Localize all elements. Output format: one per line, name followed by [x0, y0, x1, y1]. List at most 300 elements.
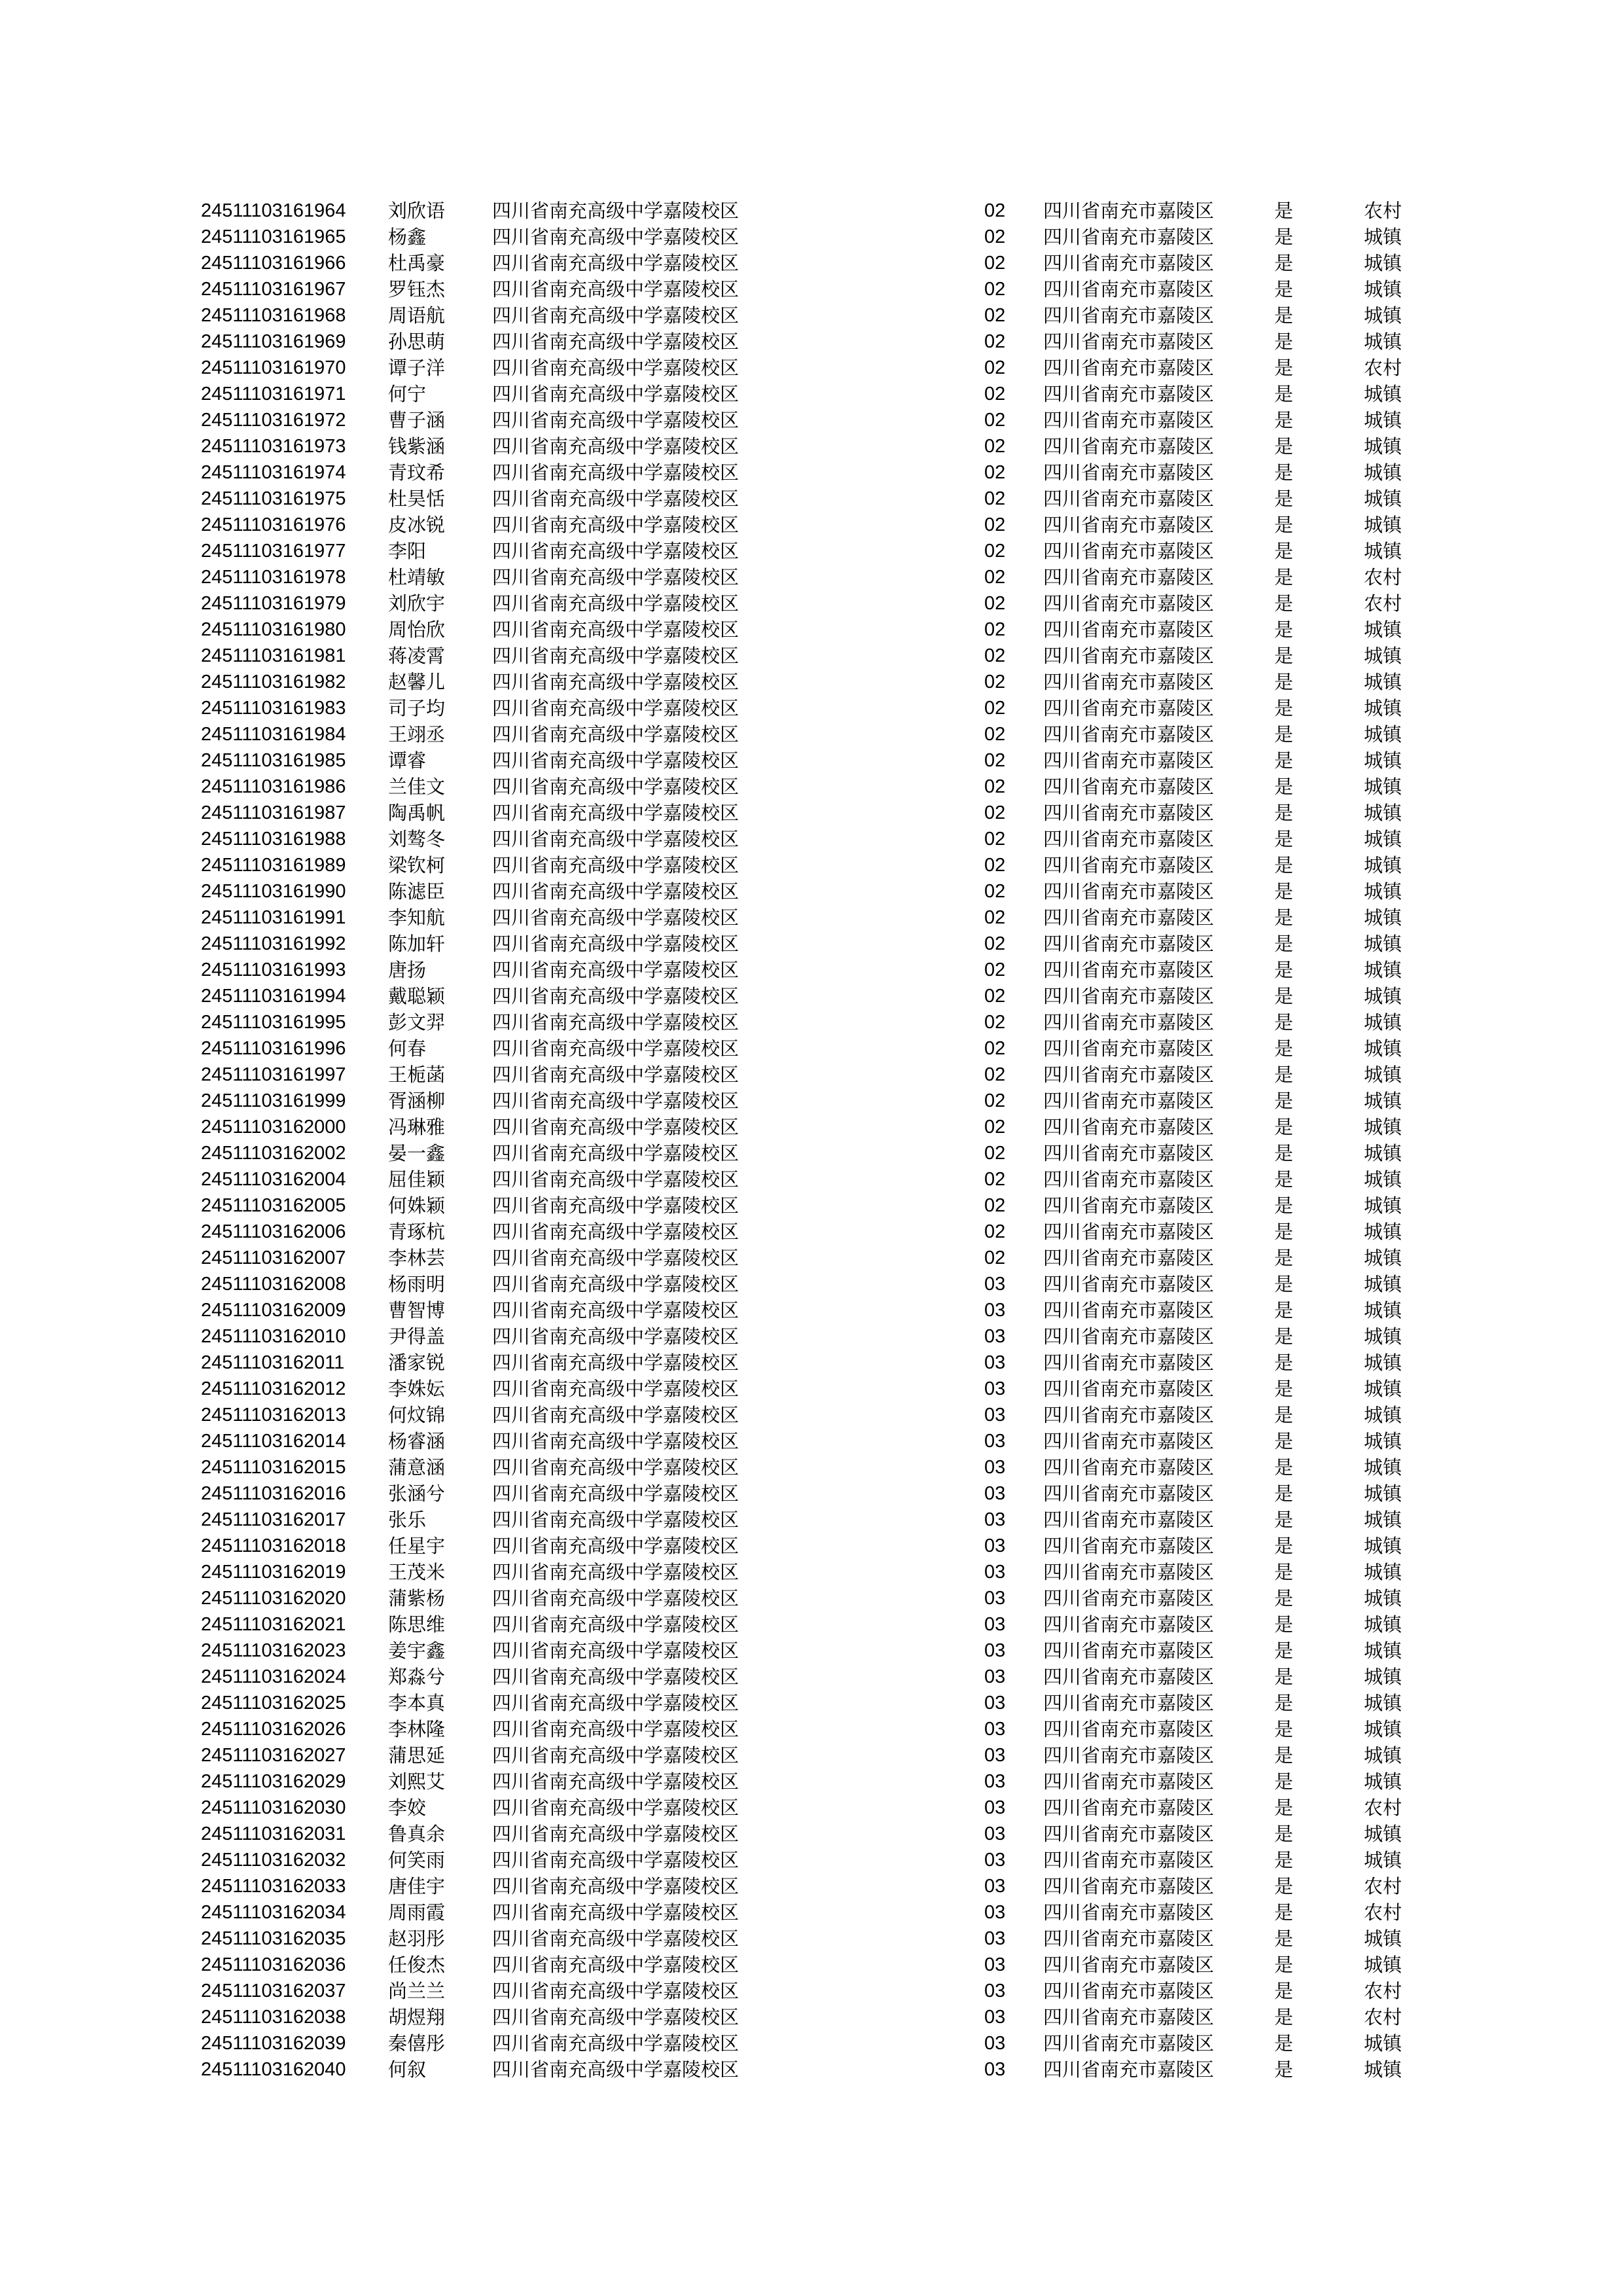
flag-cell: 是	[1274, 1509, 1294, 1531]
region-cell: 四川省南充市嘉陵区	[1043, 645, 1215, 667]
student-name-cell: 谭睿	[388, 749, 427, 772]
student-id-cell: 24511103162000	[201, 1117, 346, 1138]
residence-type-cell: 城镇	[1364, 1325, 1402, 1348]
student-name-cell: 兰佳文	[388, 776, 446, 798]
class-number-cell: 02	[984, 986, 1006, 1007]
region-cell: 四川省南充市嘉陵区	[1043, 2032, 1215, 2054]
school-name-cell: 四川省南充高级中学嘉陵校区	[492, 1692, 740, 1714]
class-number-cell: 02	[984, 462, 1006, 483]
class-number-cell: 03	[984, 1352, 1006, 1373]
class-number-cell: 03	[984, 1719, 1006, 1740]
student-id-cell: 24511103162021	[201, 1614, 346, 1635]
flag-cell: 是	[1274, 1247, 1294, 1269]
student-name-cell: 何笑雨	[388, 1849, 446, 1871]
student-name-cell: 周语航	[388, 304, 446, 327]
region-cell: 四川省南充市嘉陵区	[1043, 1273, 1215, 1295]
flag-cell: 是	[1274, 1011, 1294, 1033]
table-row	[201, 512, 1431, 538]
residence-type-cell: 农村	[1364, 1797, 1402, 1819]
student-name-cell: 李阳	[388, 540, 427, 562]
class-number-cell: 02	[984, 1064, 1006, 1085]
student-name-cell: 晏一鑫	[388, 1142, 446, 1164]
region-cell: 四川省南充市嘉陵区	[1043, 488, 1215, 510]
region-cell: 四川省南充市嘉陵区	[1043, 2006, 1215, 2028]
residence-type-cell: 城镇	[1364, 331, 1402, 353]
region-cell: 四川省南充市嘉陵区	[1043, 1116, 1215, 1138]
table-row	[201, 1978, 1431, 2004]
region-cell: 四川省南充市嘉陵区	[1043, 304, 1215, 327]
residence-type-cell: 城镇	[1364, 1954, 1402, 1976]
student-id-cell: 24511103161997	[201, 1064, 346, 1085]
class-number-cell: 02	[984, 1038, 1006, 1059]
student-id-cell: 24511103161982	[201, 672, 346, 692]
school-name-cell: 四川省南充高级中学嘉陵校区	[492, 540, 740, 562]
residence-type-cell: 农村	[1364, 200, 1402, 222]
student-name-cell: 屈佳颖	[388, 1168, 446, 1191]
class-number-cell: 02	[984, 1221, 1006, 1242]
student-id-cell: 24511103161987	[201, 802, 346, 823]
student-id-cell: 24511103161966	[201, 253, 346, 274]
residence-type-cell: 城镇	[1364, 985, 1402, 1007]
residence-type-cell: 城镇	[1364, 488, 1402, 510]
flag-cell: 是	[1274, 226, 1294, 248]
school-name-cell: 四川省南充高级中学嘉陵校区	[492, 1221, 740, 1243]
region-cell: 四川省南充市嘉陵区	[1043, 1901, 1215, 1924]
student-id-cell: 24511103162024	[201, 1666, 346, 1687]
residence-type-cell: 城镇	[1364, 1194, 1402, 1217]
region-cell: 四川省南充市嘉陵区	[1043, 1744, 1215, 1767]
student-name-cell: 戴聪颖	[388, 985, 446, 1007]
region-cell: 四川省南充市嘉陵区	[1043, 1378, 1215, 1400]
residence-type-cell: 城镇	[1364, 880, 1402, 903]
table-row	[201, 1062, 1431, 1088]
table-row	[201, 1507, 1431, 1533]
flag-cell: 是	[1274, 278, 1294, 300]
school-name-cell: 四川省南充高级中学嘉陵校区	[492, 1064, 740, 1086]
residence-type-cell: 城镇	[1364, 933, 1402, 955]
class-number-cell: 02	[984, 698, 1006, 719]
class-number-cell: 02	[984, 1195, 1006, 1216]
school-name-cell: 四川省南充高级中学嘉陵校区	[492, 514, 740, 536]
table-row	[201, 852, 1431, 878]
school-name-cell: 四川省南充高级中学嘉陵校区	[492, 880, 740, 903]
region-cell: 四川省南充市嘉陵区	[1043, 1535, 1215, 1557]
school-name-cell: 四川省南充高级中学嘉陵校区	[492, 1980, 740, 2002]
flag-cell: 是	[1274, 1640, 1294, 1662]
student-name-cell: 张涵兮	[388, 1482, 446, 1505]
table-row	[201, 1873, 1431, 1899]
class-number-cell: 03	[984, 1902, 1006, 1923]
table-row	[201, 1245, 1431, 1271]
class-number-cell: 02	[984, 384, 1006, 404]
table-row	[201, 538, 1431, 564]
flag-cell: 是	[1274, 1770, 1294, 1793]
table-row	[201, 2056, 1431, 2083]
flag-cell: 是	[1274, 671, 1294, 693]
class-number-cell: 02	[984, 776, 1006, 797]
region-cell: 四川省南充市嘉陵区	[1043, 1299, 1215, 1321]
student-id-cell: 24511103161986	[201, 776, 346, 797]
residence-type-cell: 城镇	[1364, 278, 1402, 300]
class-number-cell: 03	[984, 1640, 1006, 1661]
class-number-cell: 03	[984, 1483, 1006, 1504]
student-id-cell: 24511103161994	[201, 986, 346, 1007]
residence-type-cell: 城镇	[1364, 1404, 1402, 1426]
class-number-cell: 02	[984, 960, 1006, 980]
class-number-cell: 03	[984, 2059, 1006, 2080]
table-row	[201, 2030, 1431, 2056]
flag-cell: 是	[1274, 1797, 1294, 1819]
flag-cell: 是	[1274, 409, 1294, 431]
class-number-cell: 02	[984, 1247, 1006, 1268]
residence-type-cell: 城镇	[1364, 1692, 1402, 1714]
class-number-cell: 02	[984, 933, 1006, 954]
table-row	[201, 747, 1431, 774]
student-name-cell: 唐佳宇	[388, 1875, 446, 1897]
student-id-cell: 24511103161985	[201, 750, 346, 771]
region-cell: 四川省南充市嘉陵区	[1043, 1168, 1215, 1191]
student-id-cell: 24511103161971	[201, 384, 346, 404]
student-name-cell: 周雨霞	[388, 1901, 446, 1924]
student-id-cell: 24511103161972	[201, 410, 346, 431]
region-cell: 四川省南充市嘉陵区	[1043, 566, 1215, 588]
residence-type-cell: 城镇	[1364, 1378, 1402, 1400]
flag-cell: 是	[1274, 2058, 1294, 2081]
flag-cell: 是	[1274, 592, 1294, 615]
class-number-cell: 03	[984, 2007, 1006, 2028]
flag-cell: 是	[1274, 200, 1294, 222]
table-row	[201, 1899, 1431, 1926]
region-cell: 四川省南充市嘉陵区	[1043, 1823, 1215, 1845]
table-row	[201, 1428, 1431, 1454]
student-name-cell: 陈滤臣	[388, 880, 446, 903]
region-cell: 四川省南充市嘉陵区	[1043, 278, 1215, 300]
table-row	[201, 433, 1431, 459]
class-number-cell: 02	[984, 331, 1006, 352]
table-row	[201, 302, 1431, 329]
student-name-cell: 鲁真余	[388, 1823, 446, 1845]
student-name-cell: 尹得盖	[388, 1325, 446, 1348]
school-name-cell: 四川省南充高级中学嘉陵校区	[492, 278, 740, 300]
region-cell: 四川省南充市嘉陵区	[1043, 1194, 1215, 1217]
student-id-cell: 24511103162002	[201, 1143, 346, 1164]
table-row	[201, 1585, 1431, 1611]
residence-type-cell: 城镇	[1364, 1352, 1402, 1374]
residence-type-cell: 城镇	[1364, 1613, 1402, 1636]
region-cell: 四川省南充市嘉陵区	[1043, 357, 1215, 379]
flag-cell: 是	[1274, 1954, 1294, 1976]
residence-type-cell: 城镇	[1364, 226, 1402, 248]
flag-cell: 是	[1274, 540, 1294, 562]
class-number-cell: 02	[984, 1090, 1006, 1111]
student-id-cell: 24511103161992	[201, 933, 346, 954]
school-name-cell: 四川省南充高级中学嘉陵校区	[492, 1797, 740, 1819]
school-name-cell: 四川省南充高级中学嘉陵校区	[492, 645, 740, 667]
residence-type-cell: 城镇	[1364, 1456, 1402, 1479]
region-cell: 四川省南充市嘉陵区	[1043, 697, 1215, 719]
student-id-cell: 24511103162039	[201, 2033, 346, 2054]
residence-type-cell: 农村	[1364, 566, 1402, 588]
school-name-cell: 四川省南充高级中学嘉陵校区	[492, 1456, 740, 1479]
student-name-cell: 何姝颖	[388, 1194, 446, 1217]
residence-type-cell: 城镇	[1364, 802, 1402, 824]
flag-cell: 是	[1274, 1456, 1294, 1479]
school-name-cell: 四川省南充高级中学嘉陵校区	[492, 1849, 740, 1871]
class-number-cell: 03	[984, 1797, 1006, 1818]
flag-cell: 是	[1274, 488, 1294, 510]
table-row	[201, 1480, 1431, 1507]
student-id-cell: 24511103162007	[201, 1247, 346, 1268]
residence-type-cell: 城镇	[1364, 1509, 1402, 1531]
school-name-cell: 四川省南充高级中学嘉陵校区	[492, 1509, 740, 1531]
residence-type-cell: 城镇	[1364, 906, 1402, 929]
student-id-cell: 24511103162013	[201, 1405, 346, 1426]
residence-type-cell: 城镇	[1364, 959, 1402, 981]
school-name-cell: 四川省南充高级中学嘉陵校区	[492, 828, 740, 850]
school-name-cell: 四川省南充高级中学嘉陵校区	[492, 592, 740, 615]
student-id-cell: 24511103161973	[201, 436, 346, 457]
student-id-cell: 24511103162038	[201, 2007, 346, 2028]
region-cell: 四川省南充市嘉陵区	[1043, 2058, 1215, 2081]
student-name-cell: 姜宇鑫	[388, 1640, 446, 1662]
residence-type-cell: 城镇	[1364, 1718, 1402, 1740]
class-number-cell: 03	[984, 1562, 1006, 1583]
flag-cell: 是	[1274, 1823, 1294, 1845]
table-row	[201, 1847, 1431, 1873]
region-cell: 四川省南充市嘉陵区	[1043, 1666, 1215, 1688]
region-cell: 四川省南充市嘉陵区	[1043, 802, 1215, 824]
school-name-cell: 四川省南充高级中学嘉陵校区	[492, 357, 740, 379]
school-name-cell: 四川省南充高级中学嘉陵校区	[492, 1037, 740, 1060]
student-id-cell: 24511103161999	[201, 1090, 346, 1111]
class-number-cell: 02	[984, 226, 1006, 247]
student-name-cell: 潘家锐	[388, 1352, 446, 1374]
student-name-cell: 任俊杰	[388, 1954, 446, 1976]
table-row	[201, 564, 1431, 590]
class-number-cell: 03	[984, 1588, 1006, 1609]
flag-cell: 是	[1274, 1378, 1294, 1400]
school-name-cell: 四川省南充高级中学嘉陵校区	[492, 1404, 740, 1426]
student-id-cell: 24511103162010	[201, 1326, 346, 1347]
residence-type-cell: 农村	[1364, 592, 1402, 615]
flag-cell: 是	[1274, 1299, 1294, 1321]
residence-type-cell: 城镇	[1364, 854, 1402, 876]
student-id-cell: 24511103162015	[201, 1457, 346, 1478]
table-row	[201, 381, 1431, 407]
table-row	[201, 250, 1431, 276]
student-id-cell: 24511103162031	[201, 1823, 346, 1844]
table-row	[201, 1088, 1431, 1114]
residence-type-cell: 农村	[1364, 1875, 1402, 1897]
flag-cell: 是	[1274, 1587, 1294, 1609]
flag-cell: 是	[1274, 906, 1294, 929]
region-cell: 四川省南充市嘉陵区	[1043, 723, 1215, 745]
flag-cell: 是	[1274, 1064, 1294, 1086]
residence-type-cell: 城镇	[1364, 749, 1402, 772]
school-name-cell: 四川省南充高级中学嘉陵校区	[492, 1744, 740, 1767]
table-row	[201, 800, 1431, 826]
region-cell: 四川省南充市嘉陵区	[1043, 1770, 1215, 1793]
student-id-cell: 24511103162018	[201, 1535, 346, 1556]
flag-cell: 是	[1274, 383, 1294, 405]
student-name-cell: 蒲思延	[388, 1744, 446, 1767]
student-id-cell: 24511103161976	[201, 514, 346, 535]
student-name-cell: 青玟希	[388, 461, 446, 484]
residence-type-cell: 城镇	[1364, 435, 1402, 457]
table-row	[201, 1219, 1431, 1245]
region-cell: 四川省南充市嘉陵区	[1043, 1587, 1215, 1609]
class-number-cell: 03	[984, 1405, 1006, 1426]
table-row	[201, 617, 1431, 643]
class-number-cell: 03	[984, 1666, 1006, 1687]
region-cell: 四川省南充市嘉陵区	[1043, 1430, 1215, 1452]
flag-cell: 是	[1274, 697, 1294, 719]
student-id-cell: 24511103161983	[201, 698, 346, 719]
region-cell: 四川省南充市嘉陵区	[1043, 854, 1215, 876]
student-name-cell: 青琢杭	[388, 1221, 446, 1243]
student-id-cell: 24511103162009	[201, 1300, 346, 1321]
student-id-cell: 24511103161968	[201, 305, 346, 326]
flag-cell: 是	[1274, 985, 1294, 1007]
table-row	[201, 329, 1431, 355]
residence-type-cell: 城镇	[1364, 723, 1402, 745]
student-name-cell: 刘熙艾	[388, 1770, 446, 1793]
region-cell: 四川省南充市嘉陵区	[1043, 1692, 1215, 1714]
school-name-cell: 四川省南充高级中学嘉陵校区	[492, 1901, 740, 1924]
region-cell: 四川省南充市嘉陵区	[1043, 592, 1215, 615]
table-row	[201, 1376, 1431, 1402]
class-number-cell: 02	[984, 200, 1006, 221]
student-name-cell: 曹子涵	[388, 409, 446, 431]
class-number-cell: 02	[984, 829, 1006, 850]
flag-cell: 是	[1274, 1116, 1294, 1138]
flag-cell: 是	[1274, 645, 1294, 667]
school-name-cell: 四川省南充高级中学嘉陵校区	[492, 1378, 740, 1400]
class-number-cell: 03	[984, 1981, 1006, 2001]
school-name-cell: 四川省南充高级中学嘉陵校区	[492, 985, 740, 1007]
table-row	[201, 1114, 1431, 1140]
school-name-cell: 四川省南充高级中学嘉陵校区	[492, 1770, 740, 1793]
student-name-cell: 杜昊恬	[388, 488, 446, 510]
class-number-cell: 02	[984, 1143, 1006, 1164]
student-name-cell: 孙思萌	[388, 331, 446, 353]
residence-type-cell: 农村	[1364, 1901, 1402, 1924]
residence-type-cell: 城镇	[1364, 1299, 1402, 1321]
region-cell: 四川省南充市嘉陵区	[1043, 331, 1215, 353]
flag-cell: 是	[1274, 1613, 1294, 1636]
region-cell: 四川省南充市嘉陵区	[1043, 1954, 1215, 1976]
table-row	[201, 1402, 1431, 1428]
region-cell: 四川省南充市嘉陵区	[1043, 985, 1215, 1007]
class-number-cell: 02	[984, 724, 1006, 745]
student-name-cell: 蒋凌霄	[388, 645, 446, 667]
region-cell: 四川省南充市嘉陵区	[1043, 200, 1215, 222]
class-number-cell: 03	[984, 1928, 1006, 1949]
region-cell: 四川省南充市嘉陵区	[1043, 880, 1215, 903]
school-name-cell: 四川省南充高级中学嘉陵校区	[492, 1168, 740, 1191]
class-number-cell: 02	[984, 357, 1006, 378]
student-name-cell: 皮冰锐	[388, 514, 446, 536]
student-id-cell: 24511103162023	[201, 1640, 346, 1661]
student-id-cell: 24511103162005	[201, 1195, 346, 1216]
class-number-cell: 02	[984, 1117, 1006, 1138]
class-number-cell: 03	[984, 1954, 1006, 1975]
class-number-cell: 02	[984, 305, 1006, 326]
region-cell: 四川省南充市嘉陵区	[1043, 1011, 1215, 1033]
student-name-cell: 曹智博	[388, 1299, 446, 1321]
table-row	[201, 1716, 1431, 1742]
residence-type-cell: 城镇	[1364, 1168, 1402, 1191]
residence-type-cell: 城镇	[1364, 1247, 1402, 1269]
residence-type-cell: 城镇	[1364, 540, 1402, 562]
region-cell: 四川省南充市嘉陵区	[1043, 959, 1215, 981]
school-name-cell: 四川省南充高级中学嘉陵校区	[492, 671, 740, 693]
region-cell: 四川省南充市嘉陵区	[1043, 828, 1215, 850]
table-row	[201, 1821, 1431, 1847]
region-cell: 四川省南充市嘉陵区	[1043, 1064, 1215, 1086]
flag-cell: 是	[1274, 723, 1294, 745]
school-name-cell: 四川省南充高级中学嘉陵校区	[492, 802, 740, 824]
school-name-cell: 四川省南充高级中学嘉陵校区	[492, 1142, 740, 1164]
student-id-cell: 24511103161995	[201, 1012, 346, 1033]
flag-cell: 是	[1274, 1325, 1294, 1348]
student-name-cell: 赵馨儿	[388, 671, 446, 693]
school-name-cell: 四川省南充高级中学嘉陵校区	[492, 1011, 740, 1033]
student-id-cell: 24511103162040	[201, 2059, 346, 2080]
residence-type-cell: 城镇	[1364, 514, 1402, 536]
table-row	[201, 224, 1431, 250]
student-id-cell: 24511103162034	[201, 1902, 346, 1923]
flag-cell: 是	[1274, 1482, 1294, 1505]
region-cell: 四川省南充市嘉陵区	[1043, 1404, 1215, 1426]
class-number-cell: 03	[984, 1457, 1006, 1478]
residence-type-cell: 城镇	[1364, 2032, 1402, 2054]
flag-cell: 是	[1274, 828, 1294, 850]
region-cell: 四川省南充市嘉陵区	[1043, 435, 1215, 457]
student-name-cell: 胡煜翔	[388, 2006, 446, 2028]
flag-cell: 是	[1274, 802, 1294, 824]
residence-type-cell: 城镇	[1364, 1090, 1402, 1112]
student-name-cell: 蒲紫杨	[388, 1587, 446, 1609]
student-name-cell: 周怡欣	[388, 619, 446, 641]
school-name-cell: 四川省南充高级中学嘉陵校区	[492, 1613, 740, 1636]
region-cell: 四川省南充市嘉陵区	[1043, 1352, 1215, 1374]
table-row	[201, 1664, 1431, 1690]
region-cell: 四川省南充市嘉陵区	[1043, 1849, 1215, 1871]
region-cell: 四川省南充市嘉陵区	[1043, 749, 1215, 772]
school-name-cell: 四川省南充高级中学嘉陵校区	[492, 749, 740, 772]
student-id-cell: 24511103161970	[201, 357, 346, 378]
student-id-cell: 24511103162014	[201, 1431, 346, 1452]
table-row	[201, 1009, 1431, 1035]
table-row	[201, 459, 1431, 486]
school-name-cell: 四川省南充高级中学嘉陵校区	[492, 435, 740, 457]
student-name-cell: 梁钦柯	[388, 854, 446, 876]
flag-cell: 是	[1274, 933, 1294, 955]
table-row	[201, 1559, 1431, 1585]
class-number-cell: 02	[984, 855, 1006, 876]
class-number-cell: 02	[984, 436, 1006, 457]
school-name-cell: 四川省南充高级中学嘉陵校区	[492, 697, 740, 719]
flag-cell: 是	[1274, 1168, 1294, 1191]
flag-cell: 是	[1274, 1744, 1294, 1767]
class-number-cell: 02	[984, 253, 1006, 274]
table-row	[201, 878, 1431, 905]
class-number-cell: 03	[984, 1614, 1006, 1635]
flag-cell: 是	[1274, 1535, 1294, 1557]
table-row	[201, 590, 1431, 617]
school-name-cell: 四川省南充高级中学嘉陵校区	[492, 1666, 740, 1688]
